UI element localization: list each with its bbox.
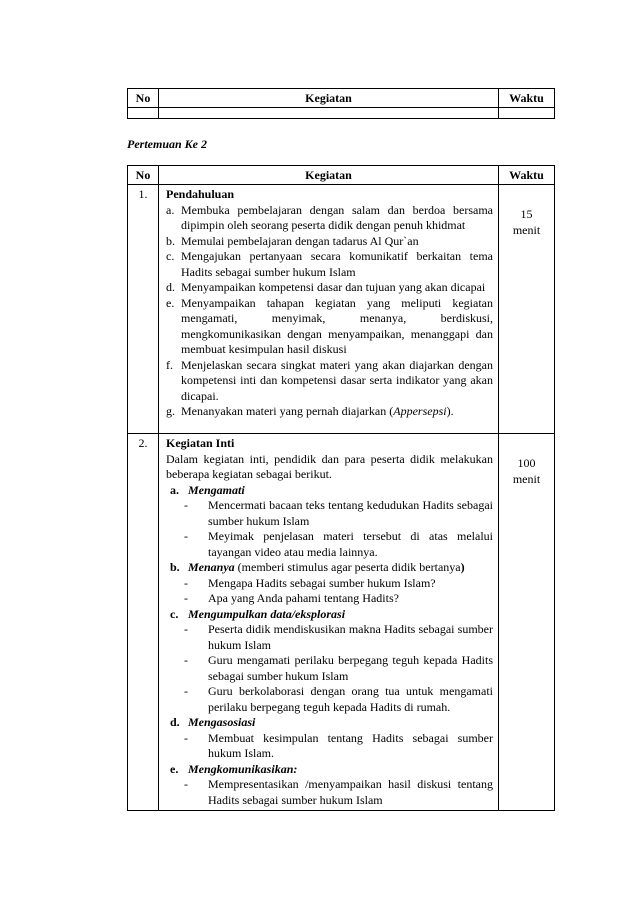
empty-activity-table (127, 88, 555, 119)
list-item: b. Memulai pembelajaran dengan tadarus Al Qur`an (166, 233, 419, 248)
empty-cell (159, 108, 499, 119)
activity-table (127, 165, 555, 811)
list-item: - Guru berkolaborasi dengan orang tua untuk mengamati perilaku berpegang teguh kepada Hadits di rumah. (184, 684, 493, 714)
waktu-unit: menit (512, 472, 541, 486)
waktu-cell (499, 434, 555, 811)
table-row (128, 185, 555, 434)
waktu-cell (499, 185, 555, 434)
row-title: Kegiatan Inti (166, 436, 235, 450)
list-item: f. Menjelaskan secara singkat materi yang akan diajarkan dengan kompetensi inti dan kompetensi dasar serta indikator yang akan dicapai. (166, 357, 493, 403)
intro-text: Dalam kegiatan inti, pendidik dan para peserta didik melakukan beberapa kegiatan sebagai berikut. (166, 451, 493, 481)
sub-heading: d. Mengasosiasi (170, 715, 256, 729)
list-item: - Mencermati bacaan teks tentang kedudukan Hadits sebagai sumber hukum Islam (184, 498, 493, 528)
list-item: c. Mengajukan pertanyaan secara komunikatif berkaitan tema Hadits sebagai sumber hukum Islam (166, 249, 493, 279)
waktu-value: 15 (520, 207, 533, 221)
header-no: No (128, 166, 159, 185)
list-item: - Mengapa Hadits sebagai sumber hukum Islam? (184, 575, 436, 590)
list-item: a. Membuka pembelajaran dengan salam dan berdoa bersama dipimpin oleh seorang peserta didik dengan penuh khidmat (166, 202, 493, 232)
list-item: g. Menanyakan materi yang pernah diajarkan (Appersepsi). (166, 404, 454, 418)
header-kegiatan: Kegiatan (159, 89, 499, 108)
row-number: 2. (128, 434, 159, 811)
header-waktu: Waktu (499, 89, 555, 108)
row-number: 1. (128, 185, 159, 434)
empty-cell (499, 108, 555, 119)
header-no: No (128, 89, 159, 108)
list-item: e. Menyampaikan tahapan kegiatan yang meliputi kegiatan mengamati, menyimak, menanya, berdiskusi, mengkomunikasikan dengan menyampaikan, menanggapi dan membuat kesimpulan hasil diskusi (166, 295, 493, 356)
sub-heading: a. Mengamati (170, 482, 245, 497)
section-subtitle: Pertemuan Ke 2 (127, 137, 207, 151)
header-waktu: Waktu (499, 166, 555, 185)
row-title: Pendahuluan (166, 187, 235, 201)
list-item: d. Menyampaikan kompetensi dasar dan tujuan yang akan dicapai (166, 280, 486, 294)
list-item: - Guru mengamati perilaku berpegang teguh kepada Hadits sebagai sumber hukum Islam (184, 653, 493, 683)
header-kegiatan: Kegiatan (159, 166, 499, 185)
waktu-value: 100 (517, 456, 536, 470)
list-item: - Apa yang Anda pahami tentang Hadits? (184, 591, 399, 605)
list-item: - Membuat kesimpulan tentang Hadits sebagai sumber hukum Islam. (184, 730, 493, 760)
list-item: - Meyimak penjelasan materi tersebut di atas melalui tayangan video atau media lainnya. (184, 529, 493, 559)
pendahuluan-list (166, 203, 493, 420)
list-item: - Mempresentasikan /menyampaikan hasil diskusi tentang Hadits sebagai sumber hukum Islam (184, 777, 493, 807)
empty-cell (128, 108, 159, 119)
sub-heading: b. Menanya (memberi stimulus agar peserta didik bertanya) (170, 560, 465, 574)
activity-cell (159, 185, 499, 434)
sub-heading: c. Mengumpulkan data/eksplorasi (170, 606, 346, 621)
table-row (128, 434, 555, 811)
activity-cell (159, 434, 499, 811)
waktu-unit: menit (512, 223, 541, 237)
sub-heading: e. Mengkomunikasikan: (170, 761, 298, 776)
list-item: - Peserta didik mendiskusikan makna Hadits sebagai sumber hukum Islam (184, 622, 493, 652)
